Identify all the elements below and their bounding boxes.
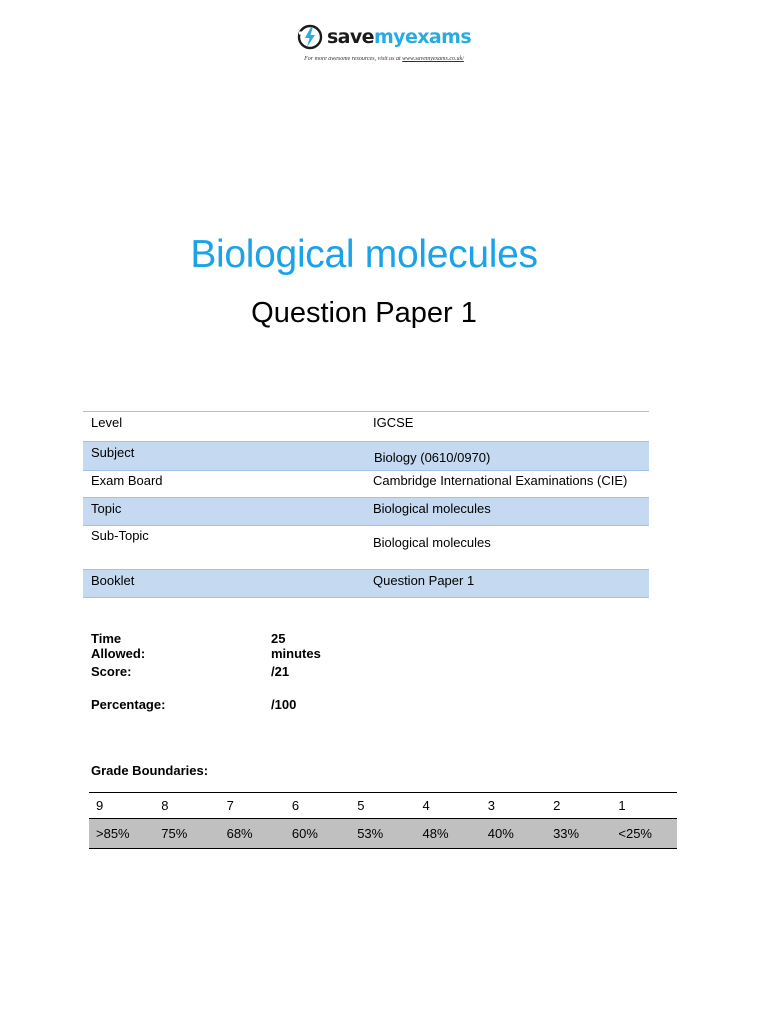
grade-cell: 9 <box>96 798 104 813</box>
info-value: Biological molecules <box>373 535 491 550</box>
grade-cell: 2 <box>553 798 561 813</box>
info-value: Biology (0610/0970) <box>374 450 491 465</box>
info-value: IGCSE <box>373 415 414 430</box>
percentage-cell: 75% <box>161 826 188 841</box>
tagline <box>0 56 768 62</box>
percentage-value: /100 <box>271 697 297 712</box>
info-value: Cambridge International Examinations (CIE) <box>373 473 628 488</box>
grade-boundaries-label: Grade Boundaries: <box>91 763 209 778</box>
page-title: Biological molecules <box>190 233 538 276</box>
website-link[interactable]: www.savemyexams.co.uk/ <box>402 56 464 62</box>
info-label: Sub-Topic <box>91 528 149 543</box>
tagline-text: For more awesome resources, visit us at <box>304 56 403 62</box>
score-label: Score: <box>91 664 132 679</box>
grade-cell: 1 <box>618 798 626 813</box>
info-label: Level <box>91 415 123 430</box>
percentage-boundary-row <box>89 819 677 849</box>
grade-cell: 8 <box>161 798 169 813</box>
info-label: Topic <box>91 501 122 516</box>
percentage-cell: <25% <box>618 826 652 841</box>
grade-cell: 6 <box>291 798 300 813</box>
info-value: Question Paper 1 <box>373 573 475 588</box>
percentage-cell: 60% <box>291 826 318 841</box>
percentage-cell: 68% <box>226 826 253 841</box>
page-subtitle: Question Paper 1 <box>251 297 477 329</box>
info-row-sub-topic <box>83 525 649 569</box>
time-allowed-value: 25 minutes <box>271 631 321 661</box>
percentage-cell: 53% <box>357 826 384 841</box>
grade-cell: 3 <box>487 798 496 813</box>
grade-cell: 5 <box>357 798 365 813</box>
info-label: Booklet <box>91 573 135 588</box>
percentage-label: Percentage: <box>91 697 166 712</box>
percentage-cell: >85% <box>96 826 130 841</box>
grade-row <box>89 792 677 819</box>
info-row-booklet <box>83 569 649 598</box>
info-label: Exam Board <box>91 473 163 488</box>
grade-cell: 7 <box>226 798 234 813</box>
time-allowed-label: Time Allowed: <box>91 631 146 661</box>
info-row-exam-board <box>83 470 649 497</box>
info-row-subject <box>83 441 649 470</box>
score-value: /21 <box>271 664 290 679</box>
info-row-level <box>83 411 649 441</box>
percentage-cell: 40% <box>487 826 514 841</box>
percentage-cell: 33% <box>553 826 580 841</box>
info-table <box>83 411 649 598</box>
percentage-cell: 48% <box>422 826 449 841</box>
logo <box>0 24 768 56</box>
info-row-topic <box>83 497 649 525</box>
logo-text: savemyexams <box>326 26 472 48</box>
grade-cell: 4 <box>422 798 430 813</box>
lightning-bolt-icon <box>297 24 323 50</box>
info-label: Subject <box>91 445 135 460</box>
info-value: Biological molecules <box>373 501 491 516</box>
grade-boundaries-table <box>89 792 677 849</box>
